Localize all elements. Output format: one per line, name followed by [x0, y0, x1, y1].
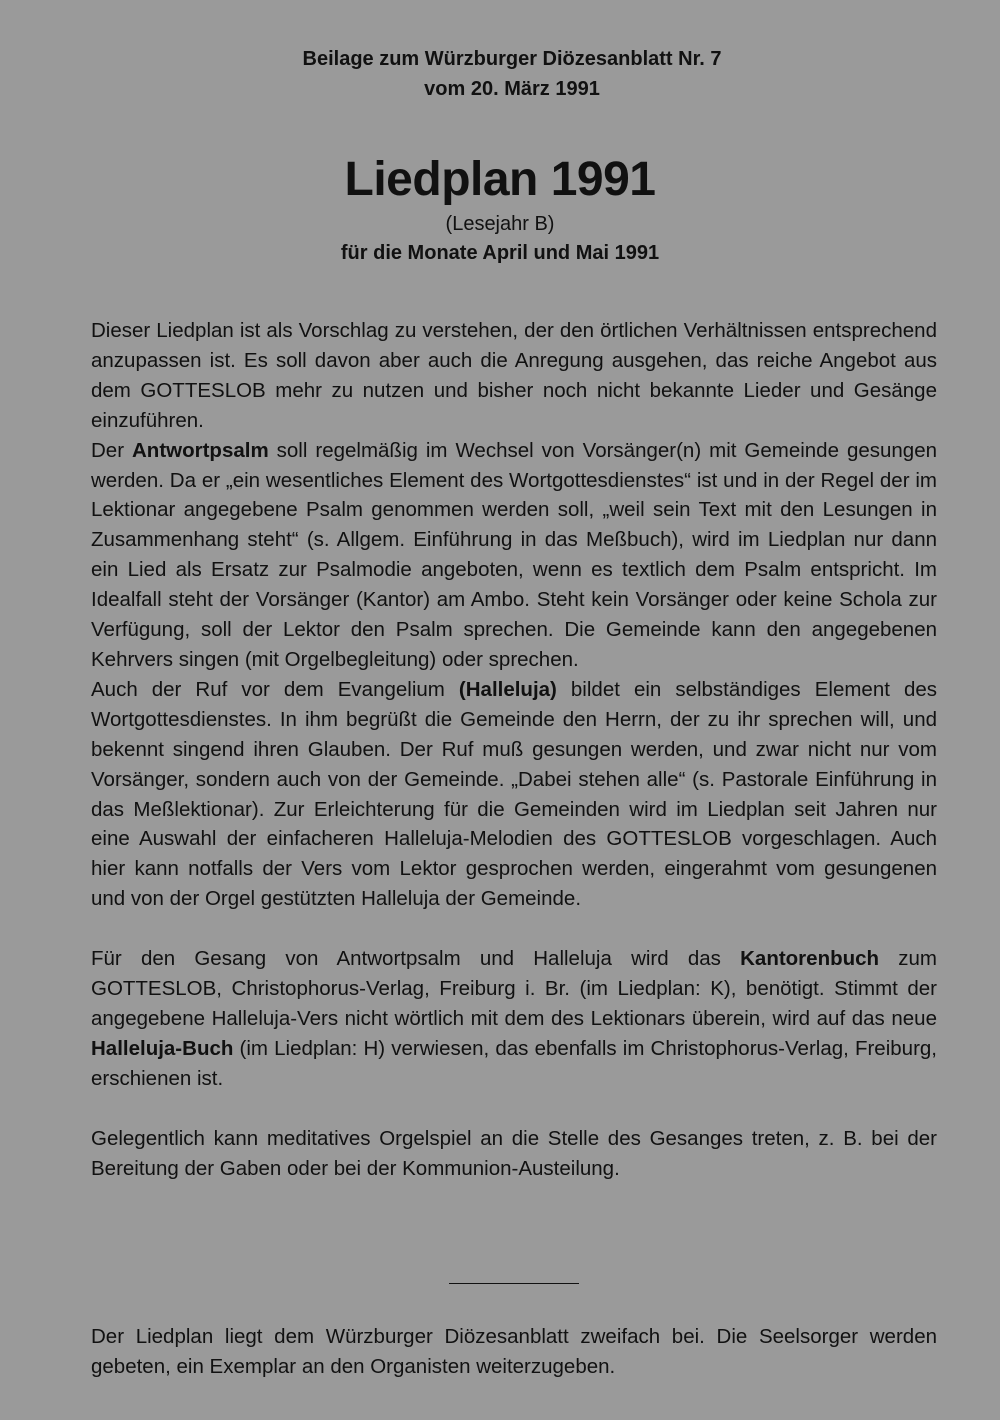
- body-text: [91, 316, 937, 1183]
- paragraph-antwortpsalm-post: soll regelmäßig im Wechsel von Vorsänger(n) mit Gemeinde gesungen werden. Da er „ein wesentliches Element des Wortgottesdienstes“ ist und in der Regel der im Lektionar angegebene Psalm genommen werden soll, „weil sein Text mit den Lesungen in Zusammenhang steht“ (s. Allgem. Einführung in das Meßbuch), wird im Liedplan nur dann ein Lied als Ersatz zur Psalmodie angeboten, wenn es textlich dem Psalm entspricht. Im Idealfall steht der Vorsänger (Kantor) am Ambo. Steht kein Vorsänger oder keine Schola zur Verfügung, soll der Lektor den Psalm sprechen. Die Gemeinde kann den angegebenen Kehrvers singen (mit Orgelbegleitung) oder sprechen.: [91, 438, 938, 671]
- header-line-1: Beilage zum Würzburger Diözesanblatt Nr. 7: [302, 48, 722, 70]
- title-block: [0, 152, 1000, 268]
- paragraph-antwortpsalm: [91, 436, 937, 675]
- paragraph-halleluja: [91, 675, 937, 914]
- document-header: [0, 44, 1000, 104]
- paragraph-antwortpsalm-bold: Antwortpsalm: [132, 438, 269, 462]
- paragraph-halleluja-bold: (Halleluja): [458, 677, 557, 701]
- header-line-2: vom 20. März 1991: [424, 78, 600, 100]
- paragraph-intro: Dieser Liedplan ist als Vorschlag zu verstehen, der den örtlichen Verhältnissen entsprechend anzupassen ist. Es soll davon aber auch die Anregung ausgehen, das reiche Angebot aus dem GOTTESLOB mehr zu nutzen und bisher noch nicht bekannte Lieder und Gesänge einzuführen.: [91, 319, 937, 432]
- paragraph-kantorenbuch-post: (im Liedplan: H) verwiesen, das ebenfalls im Christophorus-Verlag, Freiburg, erschienen ist.: [91, 1036, 937, 1090]
- paragraph-kantorenbuch-mid: zum GOTTESLOB, Christophorus-Verlag, Freiburg i. Br. (im Liedplan: K), benötigt. Stimmt der angegebene Halleluja-Vers nicht wörtlich mit dem des Lektionars überein, wird auf das neue: [91, 947, 937, 1030]
- paragraph-halleluja-post: bildet ein selbständiges Element des Wortgottesdienstes. In ihm begrüßt die Gemeinde den Herrn, der zu ihr sprechen will, und bekennt singend ihren Glauben. Der Ruf muß gesungen werden, und zwar nicht nur vom Vorsänger, sondern auch von der Gemeinde. „Dabei stehen alle“ (s. Pastorale Einführung in das Meßlektionar). Zur Erleichterung für die Gemeinden wird im Liedplan seit Jahren nur eine Auswahl der einfacheren Halleluja-Melodien des GOTTESLOB vorgeschlagen. Auch hier kann notfalls der Vers vom Lektor gesprochen werden, eingerahmt vom gesungenen und von der Orgel gestützten Halleluja der Gemeinde.: [91, 677, 937, 911]
- footer-note: [91, 1322, 937, 1382]
- divider-line: [449, 1283, 579, 1284]
- paragraph-kantorenbuch-pre: Für den Gesang von Antwortpsalm und Halleluja wird das: [91, 947, 741, 971]
- document-months: für die Monate April und Mai 1991: [340, 242, 660, 264]
- document-title: Liedplan 1991: [344, 153, 656, 206]
- paragraph-kantorenbuch: [91, 944, 937, 1094]
- paragraph-orgelspiel: Gelegentlich kann meditatives Orgelspiel an die Stelle des Gesanges treten, z. B. bei der Bereitung der Gaben oder bei der Kommunion-Austeilung.: [91, 1126, 937, 1180]
- footer-text: Der Liedplan liegt dem Würzburger Diözesanblatt zweifach bei. Die Seelsorger werden gebeten, ein Exemplar an den Organisten weiterzugeben.: [91, 1325, 937, 1378]
- paragraph-kantorenbuch-bold-2: Halleluja-Buch: [91, 1036, 234, 1060]
- paragraph-kantorenbuch-bold-1: Kantorenbuch: [740, 947, 880, 971]
- paragraph-antwortpsalm-pre: Der: [91, 438, 132, 462]
- paragraph-halleluja-pre: Auch der Ruf vor dem Evangelium: [91, 677, 459, 701]
- document-subtitle: (Lesejahr B): [445, 213, 555, 235]
